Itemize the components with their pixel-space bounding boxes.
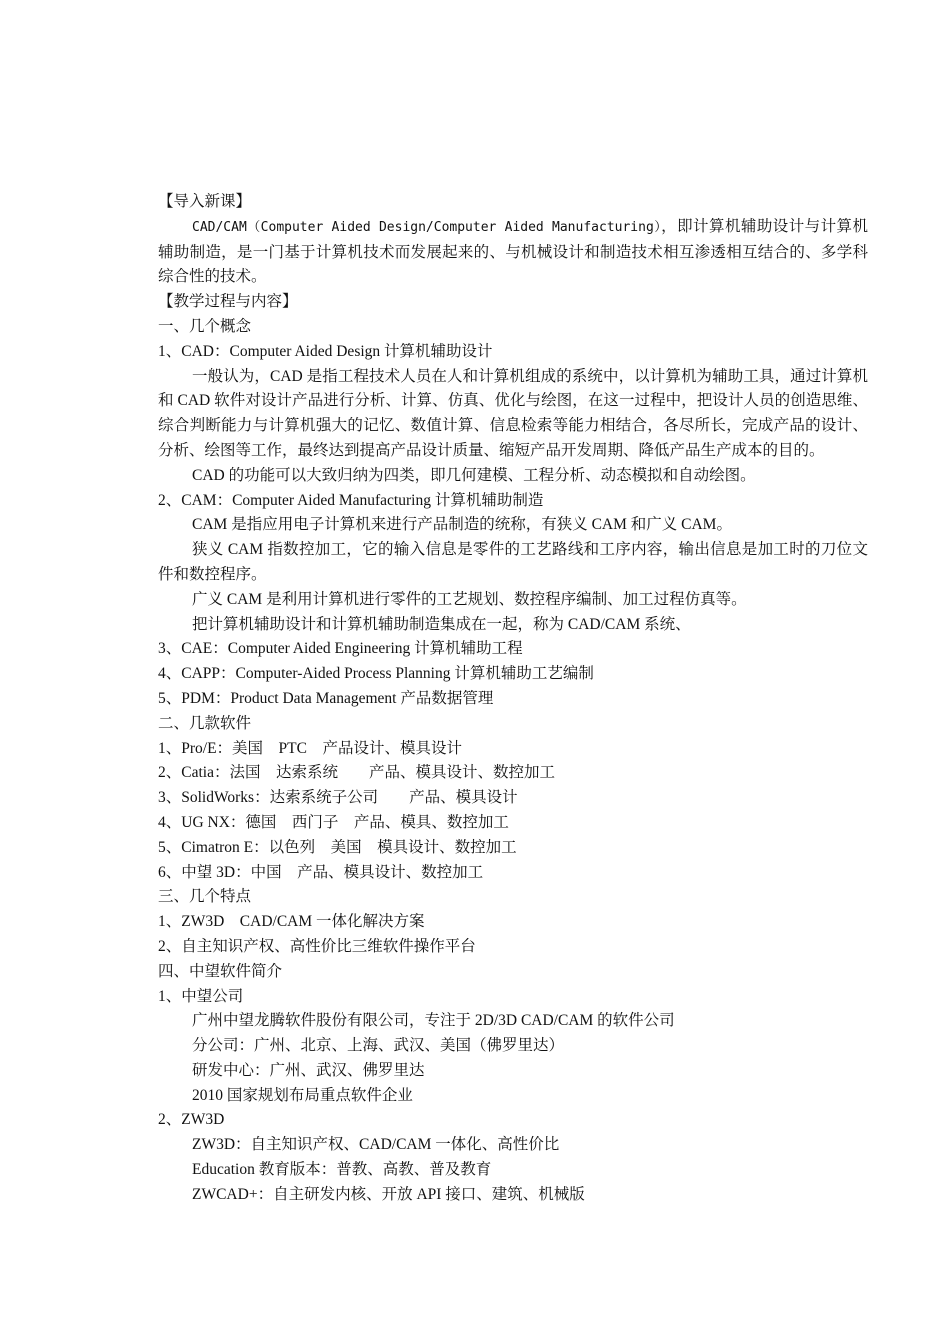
section-4-title: 四、中望软件简介 xyxy=(158,962,283,980)
concept-cad-title: 1、CAD：Computer Aided Design 计算机辅助设计 xyxy=(158,342,493,360)
intro-paragraph xyxy=(158,215,868,290)
company-line: 广州中望龙腾软件股份有限公司，专注于 2D/3D CAD/CAM 的软件公司 xyxy=(192,1012,675,1030)
software-item: 1、Pro/E：美国 PTC 产品设计、模具设计 xyxy=(158,739,462,757)
zw3d-line: Education 教育版本：普教、高教、普及教育 xyxy=(192,1161,492,1179)
zw3d-line: ZWCAD+：自主研发内核、开放 API 接口、建筑、机械版 xyxy=(192,1185,585,1203)
concept-cam-narrow: 狭义 CAM 指数控加工，它的输入信息是零件的工艺路线和工序内容，输出信息是加工时的刀位文件和数控程序。 xyxy=(158,541,868,583)
feature-item: 1、ZW3D CAD/CAM 一体化解决方案 xyxy=(158,913,425,931)
concept-cam-definition: CAM 是指应用电子计算机来进行产品制造的统称，有狭义 CAM 和广义 CAM。 xyxy=(192,516,732,534)
concept-pdm-title: 5、PDM：Product Data Management 产品数据管理 xyxy=(158,689,494,707)
zw3d-line: ZW3D：自主知识产权、CAD/CAM 一体化、高性价比 xyxy=(192,1136,560,1154)
software-item: 4、UG NX：德国 西门子 产品、模具、数控加工 xyxy=(158,813,509,831)
section-2-title: 二、几款软件 xyxy=(158,714,252,732)
section-1-title: 一、几个概念 xyxy=(158,317,252,335)
intro-term: CAD/CAM（Computer Aided Design/Computer Aided Manufacturing） xyxy=(192,219,662,235)
zw3d-title: 2、ZW3D xyxy=(158,1111,225,1129)
concept-cam-broad: 广义 CAM 是利用计算机进行零件的工艺规划、数控程序编制、加工过程仿真等。 xyxy=(192,590,747,608)
section-3-title: 三、几个特点 xyxy=(158,888,252,906)
concept-cad-functions: CAD 的功能可以大致归纳为四类，即几何建模、工程分析、动态模拟和自动绘图。 xyxy=(192,466,756,484)
concept-cam-title: 2、CAM：Computer Aided Manufacturing 计算机辅助制造 xyxy=(158,491,544,509)
software-item: 2、Catia：法国 达索系统 产品、模具设计、数控加工 xyxy=(158,764,555,782)
concept-cae-title: 3、CAE：Computer Aided Engineering 计算机辅助工程 xyxy=(158,640,523,658)
concept-cad-paragraph: 一般认为，CAD 是指工程技术人员在人和计算机组成的系统中，以计算机为辅助工具，通过计算机和 CAD 软件对设计产品进行分析、计算、仿真、优化与绘图，在这一过程中，把设计人员的创造思维、综合判断能力与计算机强大的记忆、数值计算、信息检索等能力相结合，各尽所长，完成产品的设计、分析、绘图等工作，最终达到提高产品设计质量、缩短产品开发周期、降低产品生产成本的目的。 xyxy=(158,367,868,459)
software-item: 3、SolidWorks：达索系统子公司 产品、模具设计 xyxy=(158,789,518,807)
feature-item: 2、自主知识产权、高性价比三维软件操作平台 xyxy=(158,937,476,955)
software-item: 6、中望 3D：中国 产品、模具设计、数控加工 xyxy=(158,863,484,881)
concept-capp-title: 4、CAPP：Computer-Aided Process Planning 计算机辅助工艺编制 xyxy=(158,665,594,683)
company-line: 研发中心：广州、武汉、佛罗里达 xyxy=(192,1061,425,1079)
company-line: 分公司：广州、北京、上海、武汉、美国（佛罗里达） xyxy=(192,1037,565,1055)
intro-text: ，即计算机辅助设计与计算机辅助制造，是一门基于计算机技术而发展起来的、与机械设计和制造技术相互渗透相互结合的、多学科综合性的技术。 xyxy=(158,217,868,286)
concept-cadcam-system: 把计算机辅助设计和计算机辅助制造集成在一起，称为 CAD/CAM 系统、 xyxy=(192,615,691,633)
intro-heading: 【导入新课】 xyxy=(158,193,252,210)
company-title: 1、中望公司 xyxy=(158,987,244,1005)
company-line: 2010 国家规划布局重点软件企业 xyxy=(192,1086,413,1104)
document-body xyxy=(158,190,868,1208)
process-heading: 【教学过程与内容】 xyxy=(158,293,298,311)
software-item: 5、Cimatron E：以色列 美国 模具设计、数控加工 xyxy=(158,838,517,856)
